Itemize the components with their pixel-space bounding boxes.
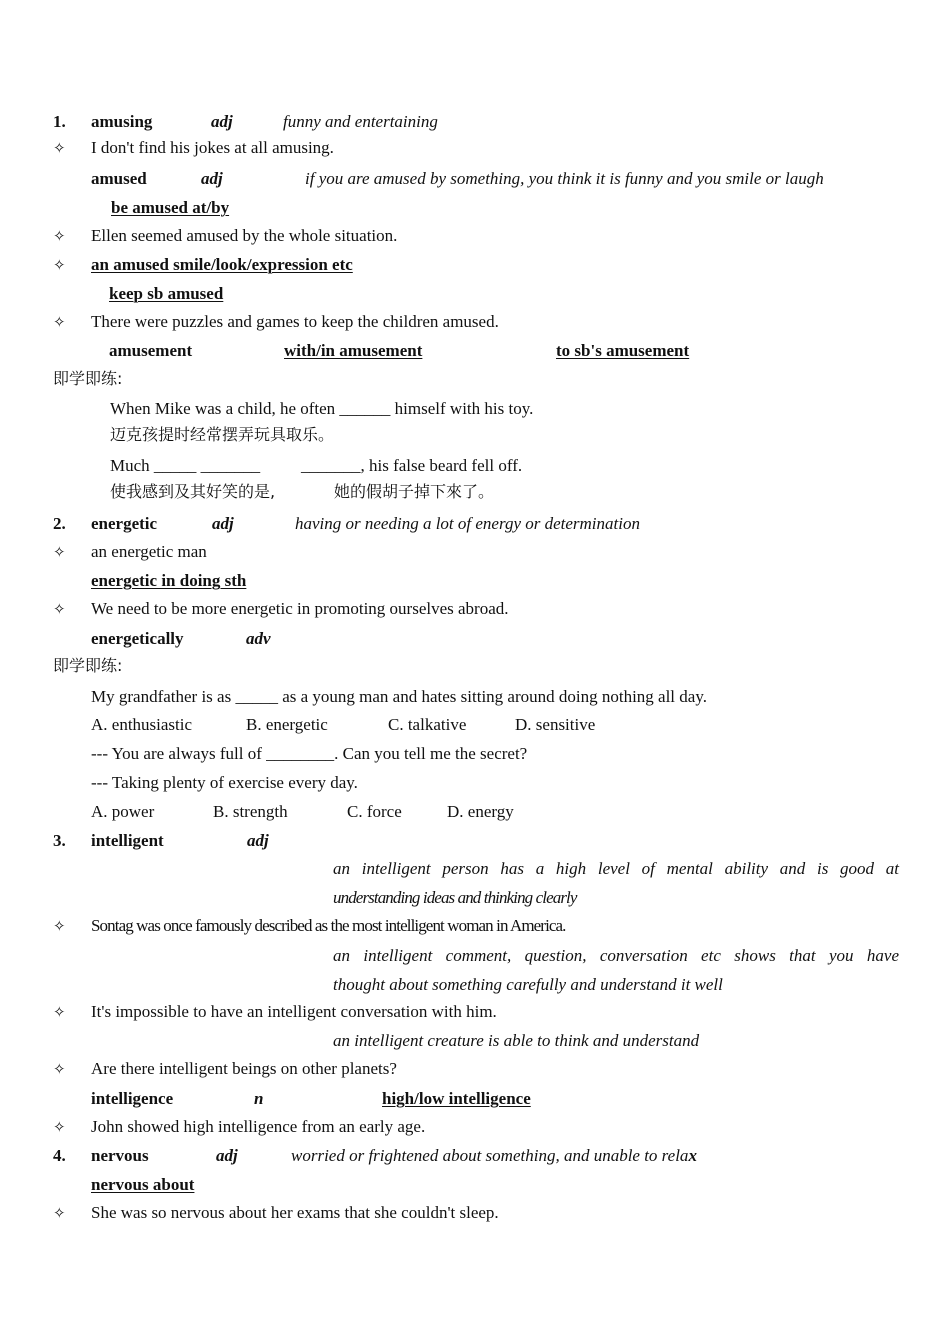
phrase: nervous about — [91, 1175, 195, 1194]
definition: understanding ideas and thinking clearly — [333, 888, 577, 907]
entry-number: 4. — [53, 1146, 66, 1165]
definition: thought about something carefully and understand it well — [333, 975, 723, 994]
definition: an intelligent person has a high level of mental ability and is good at — [333, 859, 899, 878]
phrase: to sb's amusement — [556, 341, 690, 360]
bullet-icon: ✧ — [53, 313, 66, 331]
bullet-icon: ✧ — [53, 543, 66, 561]
practice-question: My grandfather is as _____ as a young man and hates sitting around doing nothing all day. — [91, 687, 707, 706]
part-of-speech: adv — [246, 629, 271, 648]
bullet-icon: ✧ — [53, 227, 66, 245]
bullet-icon: ✧ — [53, 139, 66, 157]
option: C. force — [347, 802, 402, 821]
option: C. talkative — [388, 715, 467, 734]
related-word: intelligence — [91, 1089, 174, 1108]
phrase: an amused smile/look/expression etc — [91, 255, 353, 274]
part-of-speech: adj — [247, 831, 269, 850]
definition-last-letter: x — [688, 1146, 697, 1165]
practice-translation: 她的假胡子掉下來了。 — [334, 482, 495, 501]
practice-question: When Mike was a child, he often ______ himself with his toy. — [110, 399, 534, 418]
part-of-speech: adj — [216, 1146, 238, 1165]
option: B. energetic — [246, 715, 328, 734]
entry-number: 3. — [53, 831, 66, 850]
practice-answer: --- Taking plenty of exercise every day. — [91, 773, 358, 792]
example-sentence: I don't find his jokes at all amusing. — [91, 138, 334, 157]
option: A. enthusiastic — [91, 715, 193, 734]
example-sentence: Are there intelligent beings on other planets? — [91, 1059, 397, 1078]
option: A. power — [91, 802, 155, 821]
bullet-icon: ✧ — [53, 1003, 66, 1021]
part-of-speech: adj — [201, 169, 223, 188]
bullet-icon: ✧ — [53, 600, 66, 618]
example-sentence: Sontag was once famously described as the most intelligent woman in America. — [91, 916, 566, 935]
part-of-speech: adj — [211, 112, 233, 131]
entry-number: 1. — [53, 112, 66, 131]
bullet-icon: ✧ — [53, 1204, 66, 1222]
definition: funny and entertaining — [283, 112, 438, 131]
practice-question: --- You are always full of ________. Can you tell me the secret? — [91, 744, 528, 763]
option: D. energy — [447, 802, 514, 821]
definition-main: worried or frightened about something, and unable to rela — [291, 1146, 689, 1165]
related-word: amused — [91, 169, 147, 188]
related-word: energetically — [91, 629, 184, 648]
headword: nervous — [91, 1146, 149, 1165]
example-sentence: Ellen seemed amused by the whole situation. — [91, 226, 398, 245]
example-sentence: John showed high intelligence from an early age. — [91, 1117, 426, 1136]
headword: intelligent — [91, 831, 164, 850]
practice-label: 即学即练: — [53, 369, 123, 388]
entry-number: 2. — [53, 514, 66, 533]
phrase: keep sb amused — [109, 284, 224, 303]
example-sentence: We need to be more energetic in promoting ourselves abroad. — [91, 599, 509, 618]
example-sentence: an energetic man — [91, 542, 207, 561]
bullet-icon: ✧ — [53, 917, 66, 935]
headword: amusing — [91, 112, 153, 131]
related-word: amusement — [109, 341, 193, 360]
definition: having or needing a lot of energy or determination — [295, 514, 640, 533]
bullet-icon: ✧ — [53, 1118, 66, 1136]
phrase: high/low intelligence — [382, 1089, 531, 1108]
definition — [291, 1145, 697, 1167]
definition: an intelligent comment, question, conversation etc shows that you have — [333, 946, 899, 965]
example-sentence: It's impossible to have an intelligent conversation with him. — [91, 1002, 497, 1021]
bullet-icon: ✧ — [53, 256, 66, 274]
phrase: with/in amusement — [284, 341, 423, 360]
practice-label: 即学即练: — [53, 656, 123, 675]
practice-translation: 迈克孩提时经常摆弄玩具取乐。 — [110, 425, 335, 444]
practice-translation: 使我感到及其好笑的是, — [110, 482, 276, 501]
example-sentence: She was so nervous about her exams that she couldn't sleep. — [91, 1203, 499, 1222]
bullet-icon: ✧ — [53, 1060, 66, 1078]
definition: an intelligent creature is able to think and understand — [333, 1031, 700, 1050]
part-of-speech: n — [254, 1089, 264, 1108]
option: D. sensitive — [515, 715, 596, 734]
headword: energetic — [91, 514, 158, 533]
definition: if you are amused by something, you think it is funny and you smile or laugh — [305, 169, 824, 188]
phrase: energetic in doing sth — [91, 571, 247, 590]
phrase: be amused at/by — [111, 198, 230, 217]
part-of-speech: adj — [212, 514, 234, 533]
practice-question: Much _____ _______ — [110, 456, 261, 475]
practice-question: _______, his false beard fell off. — [301, 456, 523, 475]
option: B. strength — [213, 802, 288, 821]
example-sentence: There were puzzles and games to keep the children amused. — [91, 312, 499, 331]
